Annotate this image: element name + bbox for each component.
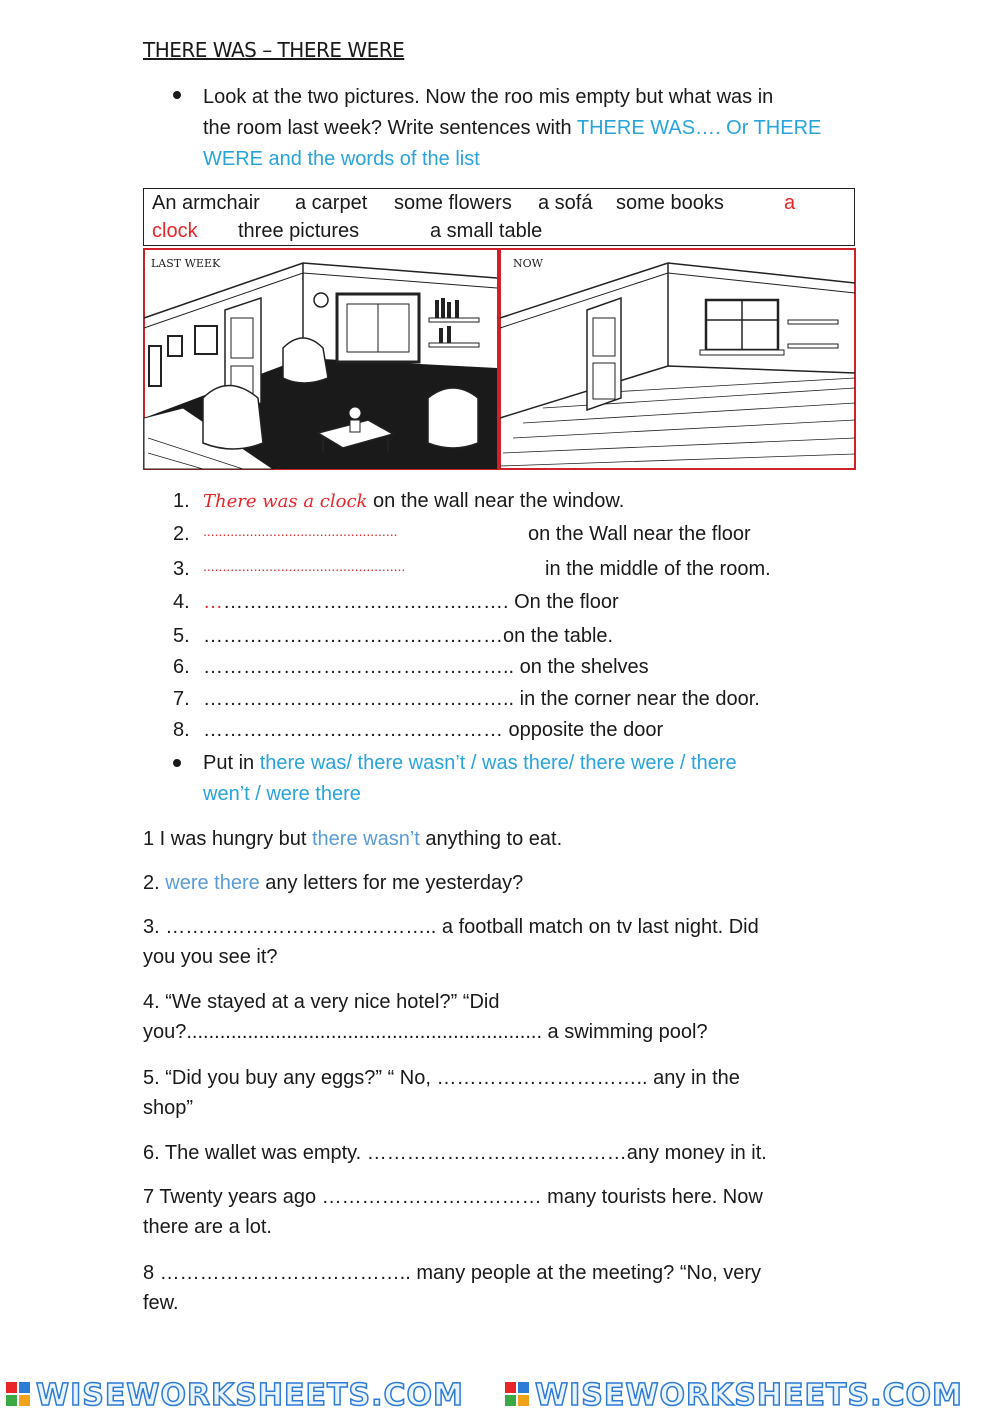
word-list-box	[143, 188, 855, 246]
instruction-1	[203, 82, 863, 175]
instruction-1-highlight: THERE WAS…. Or THERE	[576, 117, 822, 139]
ex2-s7-line1: 7 Twenty years ago …………………………… many tourists here. Now	[143, 1186, 763, 1208]
instruction-2-line1	[203, 748, 843, 779]
now-picture	[500, 249, 855, 469]
ex2-s7-line2: there are a lot.	[143, 1216, 272, 1238]
ex2-s1-answer: there wasn’t	[311, 828, 420, 850]
ex1-text-4: ……………………………………. On the floor	[223, 591, 619, 613]
word-sofa: a sofá	[538, 192, 593, 214]
ex1-number-3: 3.	[173, 558, 190, 580]
ex2-s3-line1: 3. ………………………………….. a football match on tv last night. Did	[143, 916, 759, 938]
last-week-label: LAST WEEK	[151, 257, 221, 270]
instruction-1-line3: WERE and the words of the list	[203, 148, 480, 170]
ex1-item-5[interactable]: ………………………………………on the table.	[203, 625, 614, 647]
brand-logo-icon	[505, 1382, 529, 1406]
ex2-s1-start: 1 I was hungry but	[143, 828, 312, 850]
ex1-text-2: on the Wall near the floor	[528, 523, 751, 545]
instruction-2	[203, 748, 843, 810]
ex1-item-6[interactable]: ……………………………………….. on the shelves	[203, 656, 649, 678]
footer-brand-1: WISEWORKSHEETS.COM	[36, 1378, 464, 1413]
word-a: a	[784, 192, 796, 214]
ex1-number-5: 5.	[173, 625, 190, 647]
ex1-number-6: 6.	[173, 656, 190, 678]
ex2-s1-end: anything to eat.	[419, 828, 563, 850]
ex1-number-8: 8.	[173, 719, 190, 741]
ex2-s2-answer: were there	[165, 872, 260, 894]
footer-watermark	[0, 1372, 1000, 1413]
ex2-sentence-1	[143, 824, 853, 854]
word-pictures: three pictures	[238, 220, 360, 242]
ex1-answer-start-4: …	[203, 591, 223, 613]
ex1-text-3: in the middle of the room.	[545, 558, 771, 580]
bullet-icon	[173, 759, 181, 767]
instruction-1-line2-text: the room last week? Write sentences with	[203, 117, 577, 139]
ex1-number-2: 2.	[173, 523, 190, 545]
ex1-answer-blank-2[interactable]: ..................................................	[203, 523, 398, 539]
ex1-answer-blank-3[interactable]: ....................................................	[203, 558, 406, 574]
ex2-sentence-5[interactable]	[143, 1063, 853, 1123]
ex2-s8-line1: 8 ……………………………….. many people at the meeting? “No, very	[143, 1262, 761, 1284]
ex2-s2-start: 2.	[143, 872, 166, 894]
ex2-s2-end: any letters for me yesterday?	[259, 872, 524, 894]
word-armchair: An armchair	[152, 192, 260, 214]
footer-logo-svg	[0, 1372, 1000, 1413]
ex2-s6-line1: 6. The wallet was empty. …………………………………any money in it.	[143, 1142, 767, 1164]
ex2-s4-line2: you?................................................................ a swimming pool?	[143, 1021, 708, 1043]
word-small-table: a small table	[430, 220, 543, 242]
instruction-2-options: there was/ there wasn’t / was there/ there were / there	[259, 752, 737, 774]
ex2-s3-line2: you you see it?	[143, 946, 278, 968]
bullet-icon	[173, 91, 181, 99]
ex2-sentence-6[interactable]	[143, 1138, 853, 1168]
ex2-s5-line1: 5. “Did you buy any eggs?” “ No, ………………………….. any in the	[143, 1067, 740, 1089]
ex2-s4-line1: 4. “We stayed at a very nice hotel?” “Did	[143, 991, 500, 1013]
word-clock: clock	[152, 220, 198, 242]
ex2-s5-line2: shop”	[143, 1097, 194, 1119]
ex1-item-7[interactable]: ……………………………………….. in the corner near the door.	[203, 688, 760, 710]
word-books: some books	[616, 192, 724, 214]
ex2-sentence-4[interactable]	[143, 987, 853, 1047]
ex1-text-1: on the wall near the window.	[367, 490, 625, 512]
ex1-item-4[interactable]	[203, 591, 619, 614]
instruction-2-line2: wen’t / were there	[203, 783, 361, 805]
instruction-1-line1: Look at the two pictures. Now the roo mis empty but what was in	[203, 86, 774, 108]
instruction-1-line2	[203, 113, 863, 144]
ex1-item-8[interactable]: ……………………………………… opposite the door	[203, 719, 664, 741]
ex2-s8-line2: few.	[143, 1292, 179, 1314]
ex1-number-4: 4.	[173, 591, 190, 613]
room-pictures-svg	[143, 248, 856, 470]
now-label: NOW	[513, 257, 543, 270]
instruction-2-text: Put in	[203, 752, 260, 774]
ex2-sentence-2	[143, 868, 853, 898]
room-pictures	[143, 248, 856, 470]
word-flowers: some flowers	[394, 192, 512, 214]
ex1-answer-1: There was a clock	[203, 491, 368, 512]
word-carpet: a carpet	[295, 192, 368, 214]
last-week-picture	[144, 249, 498, 469]
brand-logo-icon	[6, 1382, 30, 1406]
ex1-item-1	[203, 490, 624, 513]
ex2-sentence-8[interactable]	[143, 1258, 853, 1318]
footer-brand-2: WISEWORKSHEETS.COM	[535, 1378, 963, 1413]
ex2-sentence-3[interactable]	[143, 912, 853, 972]
ex2-sentence-7[interactable]	[143, 1182, 853, 1242]
page-title: THERE WAS – THERE WERE	[143, 38, 405, 62]
ex1-number-7: 7.	[173, 688, 190, 710]
ex1-number-1: 1.	[173, 490, 190, 512]
